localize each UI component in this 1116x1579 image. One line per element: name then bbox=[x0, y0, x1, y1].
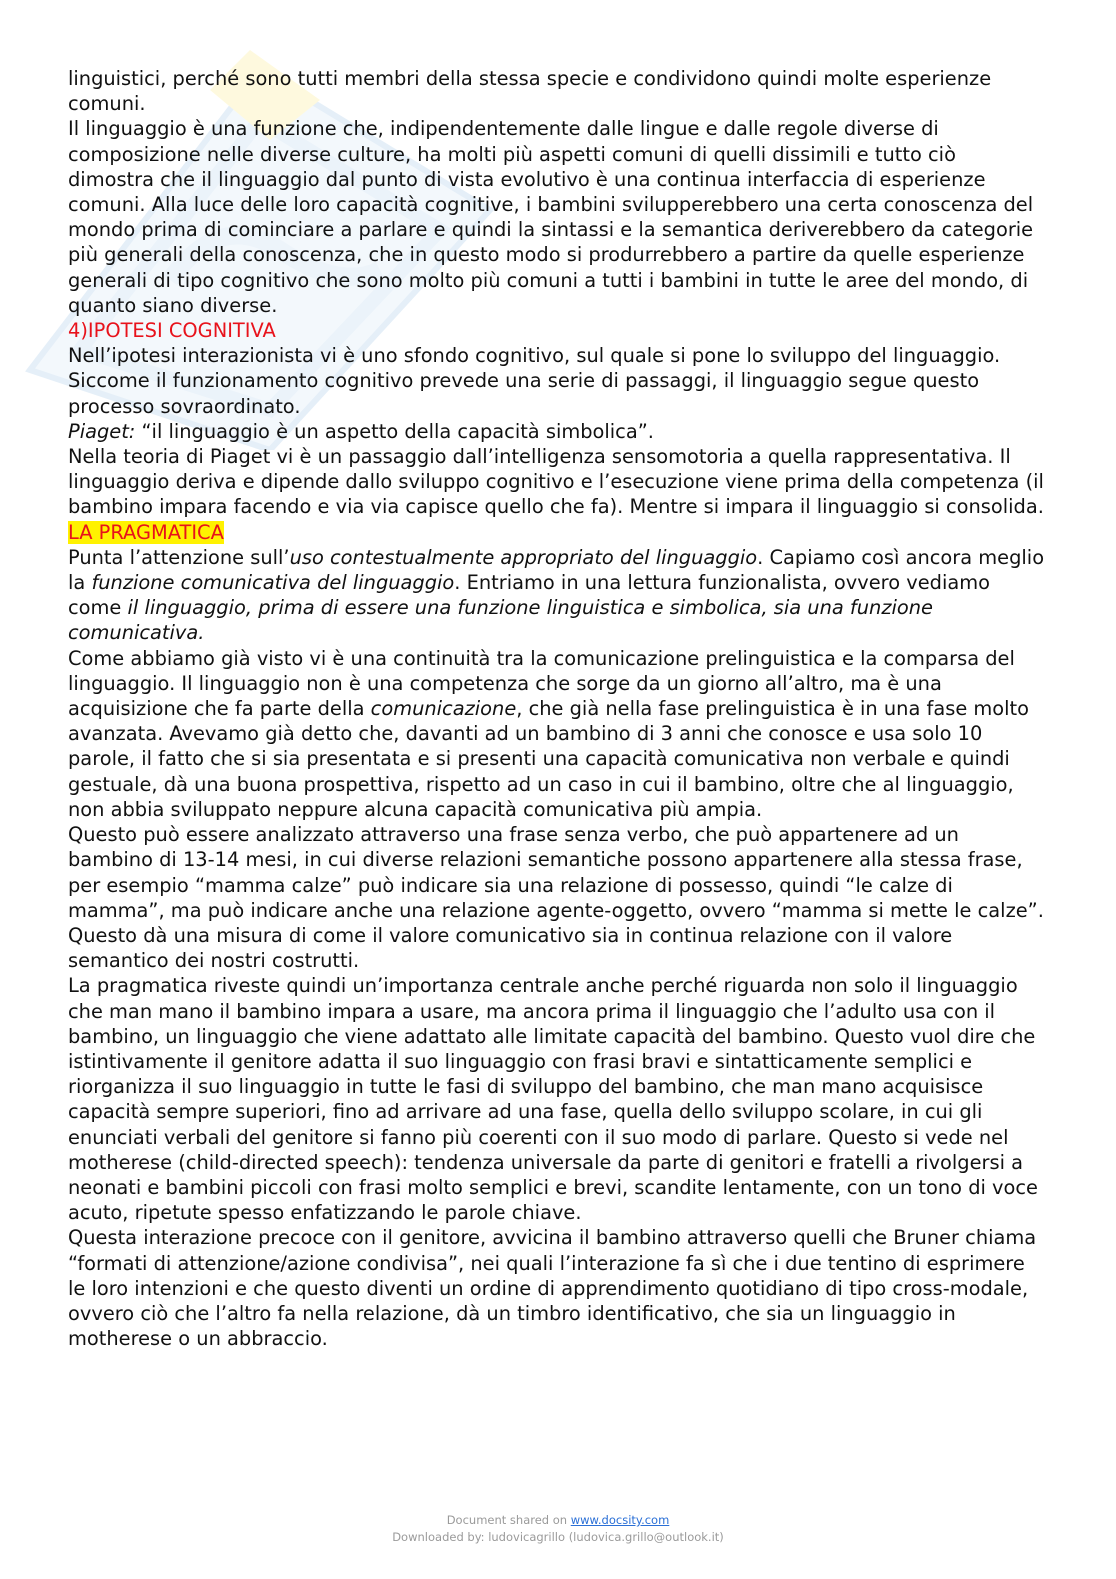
paragraph: Nell’ipotesi interazionista vi è uno sfondo cognitivo, sul quale si pone lo sviluppo del linguaggio. bbox=[68, 344, 1001, 368]
paragraph: Il linguaggio è una funzione che, indipendentemente dalle lingue e dalle regole diverse di composizione nelle diverse culture, ha molti più aspetti comuni di quelli dissimili e tutto ciò dimostra che il linguaggio dal punto di vista evolutivo è una continua interfaccia di esperienze comuni. Alla luce delle loro capacità cognitive, i bambini svilupperebbero una certa conoscenza del mondo prima di cominciare a parlare e quindi la sintassi e la semantica deriverebbero da categorie più generali della conoscenza, che in questo modo si produrrebbero a partire da quelle esperienze generali di tipo cognitivo che sono molto più comuni a tutti i bambini in tutte le aree del mondo, di quanto siano diverse. bbox=[68, 117, 1034, 317]
paragraph: Siccome il funzionamento cognitivo prevede una serie di passaggi, il linguaggio segue questo processo sovraordinato. bbox=[68, 369, 980, 418]
piaget-quote bbox=[68, 419, 1048, 444]
emphasis: uso contestualmente appropriato del linguaggio bbox=[289, 545, 758, 569]
section-heading-pragmatica-wrap bbox=[68, 520, 1048, 545]
paragraph: linguistici, perché sono tutti membri della stessa specie e condividono quindi molte esperienze comuni. bbox=[68, 67, 992, 116]
emphasis: il linguaggio, prima di essere una funzione linguistica e simbolica, sia una funzione comunicativa. bbox=[68, 596, 933, 645]
emphasis: funzione comunicativa del linguaggio bbox=[91, 571, 455, 595]
paragraph: Questa interazione precoce con il genitore, avvicina il bambino attraverso quelli che Bruner chiama “formati di attenzione/azione condivisa”, nei quali l’interazione fa sì che i due tentino di esprimere le loro intenzioni e che questo diventi un ordine di apprendimento quotidiano di tipo cross-modale, ovvero ciò che l’altro fa nella relazione, dà un timbro identificativo, che sia un linguaggio in motherese o un abbraccio. bbox=[68, 1226, 1037, 1351]
paragraph: Questo può essere analizzato attraverso una frase senza verbo, che può appartenere ad un bambino di 13-14 mesi, in cui diverse relazioni semantiche possono appartenere alla stessa frase, per esempio “mamma calze” può indicare sia una relazione di possesso, quindi “le calze di mamma”, ma può indicare anche una relazione agente-oggetto, ovvero “mamma si mette le calze”. Questo dà una misura di come il valore comunicativo sia in continua relazione con il valore semantico dei nostri costrutti. bbox=[68, 823, 1044, 973]
paragraph-intro bbox=[68, 545, 1048, 646]
paragraph: Nella teoria di Piaget vi è un passaggio dall’intelligenza sensomotoria a quella rappresentativa. Il linguaggio deriva e dipende dallo sviluppo cognitivo e l’esecuzione viene prima della competenza (il bambino impara facendo e via via capisce quello che fa). Mentre si impara il linguaggio si consolida. bbox=[68, 445, 1044, 519]
text-run: . Entriamo in una lettura funzionalista, ovvero vediamo come bbox=[68, 571, 990, 620]
quote-author: Piaget: bbox=[68, 419, 136, 443]
text-run: Punta l’attenzione sull’ bbox=[68, 545, 290, 569]
section-heading-ipotesi-cognitiva: 4)IPOTESI COGNITIVA bbox=[68, 319, 276, 343]
text-run: Come abbiamo già visto vi è una continuità tra la comunicazione prelinguistica e la comparsa del linguaggio. Il linguaggio non è una competenza che sorge da un giorno all’altro, ma è una acquisizione che fa parte della bbox=[68, 646, 1015, 721]
text-run: . Capiamo così ancora meglio la bbox=[68, 545, 1045, 595]
docsity-link[interactable]: www.docsity.com bbox=[570, 1513, 670, 1527]
footer-shared bbox=[0, 1513, 1116, 1527]
section-heading-pragmatica: LA PRAGMATICA bbox=[68, 520, 224, 544]
paragraph bbox=[68, 646, 1048, 822]
footer-downloaded: Downloaded by: ludovicagrillo (ludovica.grillo@outlook.it) bbox=[392, 1530, 724, 1544]
paragraph: La pragmatica riveste quindi un’importanza centrale anche perché riguarda non solo il linguaggio che man mano il bambino impara a usare, ma ancora prima il linguaggio che l’adulto usa con il bambino, un linguaggio che viene adattato alle limitate capacità del bambino. Questo vuol dire che istintivamente il genitore adatta il suo linguaggio con frasi bravi e sintatticamente semplici e riorganizza il suo linguaggio in tutte le fasi di sviluppo del bambino, che man mano acquisisce capacità sempre superiori, fino ad arrivare ad una fase, quella dello sviluppo scolare, in cui gli enunciati verbali del genitore si fanno più coerenti con il suo modo di parlare. Questo si vede nel motherese (child-directed speech): tendenza universale da parte di genitori e fratelli a rivolgersi a neonati e bambini piccoli con frasi molto semplici e brevi, scandite lentamente, con un tono di voce acuto, ripetute spesso enfatizzando le parole chiave. bbox=[68, 974, 1038, 1225]
text-run: , che già nella fase prelinguistica è in una fase molto avanzata. Avevamo già detto che, davanti ad un bambino di 3 anni che conosce e usa solo 10 parole, il fatto che si sia presentata e si presenti una capacità comunicativa non verbale e quindi gestuale, dà una buona prospettiva, rispetto ad un caso in cui il bambino, oltre che al linguaggio, non abbia sviluppato neppure alcuna capacità comunicativa più ampia. bbox=[68, 697, 1030, 821]
emphasis: comunicazione bbox=[370, 697, 517, 721]
footer-shared-label: Document shared on bbox=[446, 1513, 571, 1527]
quote-text: “il linguaggio è un aspetto della capacità simbolica”. bbox=[135, 419, 654, 443]
document-body bbox=[68, 66, 1048, 1351]
